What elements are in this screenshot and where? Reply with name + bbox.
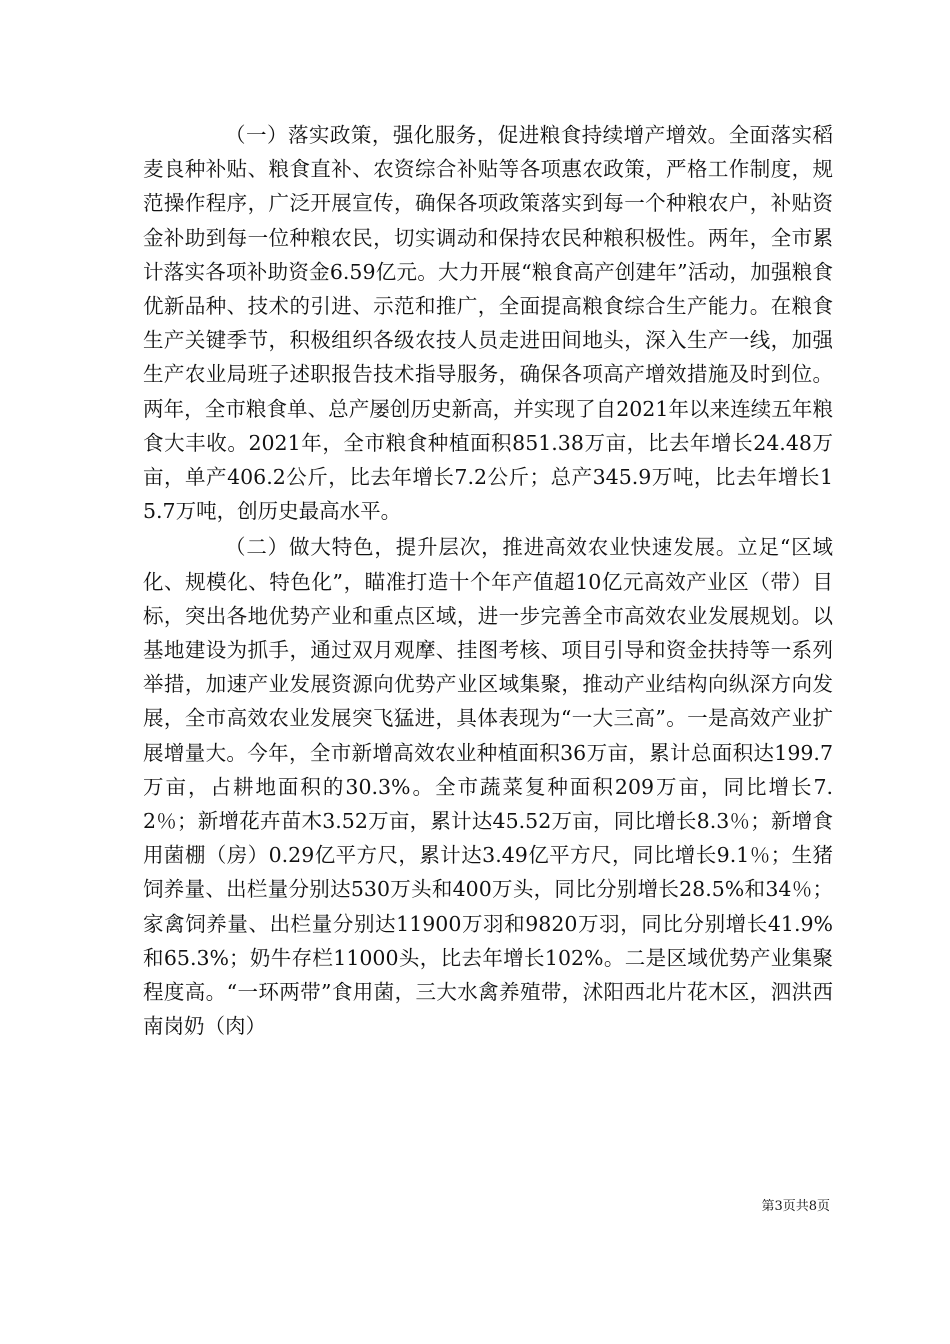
- paragraph-2: （二）做大特色，提升层次，推进高效农业快速发展。立足“区域化、规模化、特色化”，瞄准打造十个年产值超10亿元高效产业区（带）目标，突出各地优势产业和重点区域，进一步完善全市高效农业发展规划。以基地建设为抓手，通过双月观摩、挂图考核、项目引导和资金扶持等一系列举措，加速产业发展资源向优势产业区域集聚，推动产业结构向纵深方向发展，全市高效农业发展突飞猛进，具体表现为“一大三高”。一是高效产业扩展增量大。今年，全市新增高效农业种植面积36万亩，累计总面积达199.7万亩，占耕地面积的30.3%。全市蔬菜复种面积209万亩，同比增长7.2％；新增花卉苗木3.52万亩，累计达45.52万亩，同比增长8.3％；新增食用菌棚（房）0.29亿平方尺，累计达3.49亿平方尺，同比增长9.1％；生猪饲养量、出栏量分别达530万头和400万头，同比分别增长28.5%和34％；家禽饲养量、出栏量分别达11900万羽和9820万羽，同比分别增长41.9%和65.3%；奶牛存栏11000头，比去年增长102%。二是区域优势产业集聚程度高。“一环两带”食用菌，三大水禽养殖带，沭阳西北片花木区，泗洪西南岗奶（肉）: [143, 535, 833, 1039]
- document-body: [143, 118, 833, 1043]
- page-number-footer: 第3页共8页: [761, 1199, 830, 1214]
- paragraph-1: （一）落实政策，强化服务，促进粮食持续增产增效。全面落实稻麦良种补贴、粮食直补、农资综合补贴等各项惠农政策，严格工作制度，规范操作程序，广泛开展宣传，确保各项政策落实到每一个种粮农户，补贴资金补助到每一位种粮农民，切实调动和保持农民种粮积极性。两年，全市累计落实各项补助资金6.59亿元。大力开展“粮食高产创建年”活动，加强粮食优新品种、技术的引进、示范和推广，全面提高粮食综合生产能力。在粮食生产关键季节，积极组织各级农技人员走进田间地头，深入生产一线，加强生产农业局班子述职报告技术指导服务，确保各项高产增效措施及时到位。两年，全市粮食单、总产屡创历史新高，并实现了自2021年以来连续五年粮食大丰收。2021年，全市粮食种植面积851.38万亩，比去年增长24.48万亩，单产406.2公斤，比去年增长7.2公斤；总产345.9万吨，比去年增长15.7万吨，创历史最高水平。: [143, 123, 833, 524]
